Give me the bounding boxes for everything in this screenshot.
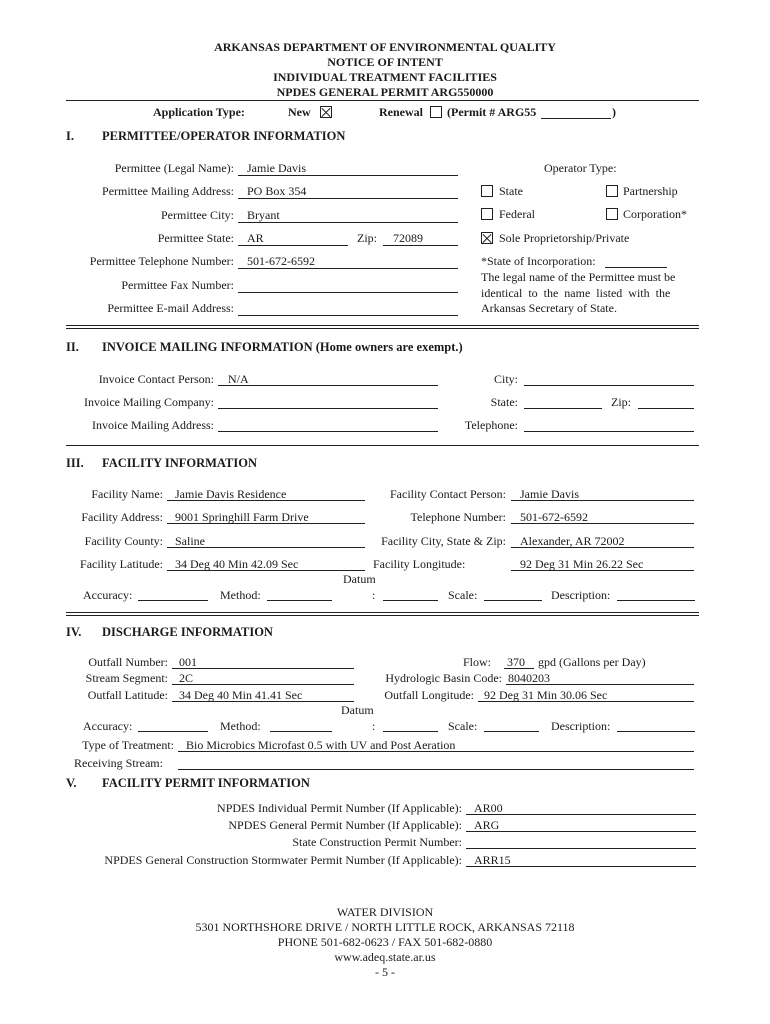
permittee-name-label: Permittee (Legal Name): [114,161,234,175]
outfall-longitude-value: 92 Deg 31 Min 30.06 Sec [484,688,608,702]
permittee-name-value: Jamie Davis [247,161,306,175]
section5-number: V. [66,776,77,790]
outfall-method-field[interactable] [270,731,332,732]
permit-suffix: ) [612,105,616,119]
permittee-phone-label: Permittee Telephone Number: [89,254,234,268]
facility-phone-value: 501-672-6592 [520,510,588,524]
receiving-stream-label: Receiving Stream: [74,756,163,770]
invoice-contact-value: N/A [228,372,249,386]
facility-longitude-label: Facility Longitude: [373,557,466,571]
invoice-contact-field[interactable] [218,385,438,386]
permittee-state-value: AR [247,231,264,245]
invoice-state-label: State: [490,395,518,409]
divider [66,615,699,616]
section1-title: PERMITTEE/OPERATOR INFORMATION [102,129,346,143]
divider [66,100,699,101]
operator-partnership-label: Partnership [623,184,678,198]
outfall-datum-label: Datum [341,703,374,717]
individual-permit-label: NPDES Individual Permit Number (If Applicable): [217,801,462,815]
operator-federal-checkbox[interactable] [481,208,493,220]
outfall-datum-colon: : [372,719,376,733]
stormwater-permit-label: NPDES General Construction Stormwater Permit Number (If Applicable): [104,853,462,867]
outfall-latitude-value: 34 Deg 40 Min 41.41 Sec [179,688,303,702]
receiving-stream-field[interactable] [178,769,694,770]
header-agency: ARKANSAS DEPARTMENT OF ENVIRONMENTAL QUALITY [214,40,556,54]
invoice-zip-field[interactable] [638,408,694,409]
permittee-mailing-value: PO Box 354 [247,184,307,198]
outfall-accuracy-field[interactable] [138,731,208,732]
invoice-phone-label: Telephone: [464,418,518,432]
facility-contact-value: Jamie Davis [520,487,579,501]
facility-address-value: 9001 Springhill Farm Drive [175,510,309,524]
divider [66,328,699,329]
outfall-method-label: Method: [220,719,261,733]
facility-method-field[interactable] [267,600,332,601]
header-facilities: INDIVIDUAL TREATMENT FACILITIES [273,70,497,84]
outfall-description-label: Description: [551,719,611,733]
permittee-fax-label: Permittee Fax Number: [121,278,234,292]
stream-segment-field[interactable] [172,684,354,685]
new-checkbox[interactable] [320,106,332,118]
application-type-label: Application Type: [153,105,245,119]
permit-number-field[interactable] [541,118,611,119]
facility-name-value: Jamie Davis Residence [175,487,287,501]
operator-state-checkbox[interactable] [481,185,493,197]
incorporation-state-label: *State of Incorporation: [481,254,596,268]
section5-title: FACILITY PERMIT INFORMATION [102,776,310,790]
header-notice: NOTICE OF INTENT [327,55,443,69]
outfall-number-field[interactable] [172,668,354,669]
footer-phone: PHONE 501-682-0623 / FAX 501-682-0880 [277,935,493,949]
hydrologic-basin-value: 8040203 [508,671,550,685]
invoice-contact-label: Invoice Contact Person: [98,372,214,386]
invoice-company-field[interactable] [218,408,438,409]
facility-scale-label: Scale: [448,588,478,602]
construction-permit-label: State Construction Permit Number: [292,835,462,849]
operator-state-label: State [499,184,523,198]
outfall-number-label: Outfall Number: [88,655,168,669]
facility-description-field[interactable] [617,600,695,601]
outfall-latitude-label: Outfall Latitude: [87,688,168,702]
footer-address: 5301 NORTHSHORE DRIVE / NORTH LITTLE ROCK, ARKANSAS 72118 [195,920,575,934]
section3-title: FACILITY INFORMATION [102,456,257,470]
legal-name-note-line1: The legal name of the Permittee must be [481,270,676,284]
invoice-city-label: City: [493,372,518,386]
general-permit-value: ARG [474,818,500,832]
invoice-company-label: Invoice Mailing Company: [84,395,214,409]
facility-datum-field[interactable] [383,600,438,601]
invoice-phone-field[interactable] [524,431,694,432]
permittee-email-field[interactable] [238,315,458,316]
facility-name-label: Facility Name: [91,487,163,501]
operator-federal-label: Federal [499,207,535,221]
footer-web: www.adeq.state.ar.us [334,950,436,964]
permit-prefix: (Permit # ARG55 [447,105,537,119]
facility-contact-label: Facility Contact Person: [390,487,506,501]
outfall-scale-field[interactable] [484,731,539,732]
section2-title: INVOICE MAILING INFORMATION (Home owners are exempt.) [102,340,463,354]
facility-county-value: Saline [175,534,205,548]
invoice-zip-label: Zip: [611,395,631,409]
facility-method-label: Method: [220,588,261,602]
outfall-description-field[interactable] [617,731,695,732]
stream-segment-value: 2C [179,671,194,685]
facility-latitude-value: 34 Deg 40 Min 42.09 Sec [175,557,299,571]
permittee-fax-field[interactable] [238,292,458,293]
permittee-email-label: Permittee E-mail Address: [107,301,234,315]
facility-description-label: Description: [551,588,611,602]
permittee-phone-value: 501-672-6592 [247,254,315,268]
treatment-type-value: Bio Microbics Microfast 0.5 with UV and Post Aeration [186,738,456,752]
facility-datum-colon: : [372,588,376,602]
facility-accuracy-field[interactable] [138,600,208,601]
permittee-zip-value: 72089 [393,231,423,245]
facility-longitude-value: 92 Deg 31 Min 26.22 Sec [520,557,644,571]
flow-label: Flow: [463,655,492,669]
divider [66,612,699,613]
invoice-address-label: Invoice Mailing Address: [92,418,214,432]
facility-phone-label: Telephone Number: [410,510,506,524]
facility-latitude-label: Facility Latitude: [80,557,163,571]
outfall-datum-field[interactable] [383,731,438,732]
construction-permit-field[interactable] [466,848,696,849]
new-label: New [288,105,311,119]
permittee-mailing-label: Permittee Mailing Address: [102,184,234,198]
operator-sole-checkbox[interactable] [481,232,493,244]
section3-number: III. [66,456,84,470]
facility-datum-label: Datum [343,572,376,586]
permittee-city-label: Permittee City: [161,208,234,222]
section1-number: I. [66,129,74,143]
operator-corporation-label: Corporation* [623,207,687,221]
facility-county-label: Facility County: [84,534,163,548]
invoice-state-field[interactable] [524,408,602,409]
permittee-zip-label: Zip: [357,231,377,245]
hydrologic-basin-label: Hydrologic Basin Code: [385,671,502,685]
outfall-scale-label: Scale: [448,719,478,733]
divider [66,445,699,446]
outfall-longitude-label: Outfall Longitude: [384,688,474,702]
general-permit-field[interactable] [466,831,696,832]
permittee-state-label: Permittee State: [157,231,234,245]
footer-division: WATER DIVISION [336,905,434,919]
divider [66,325,699,326]
section2-number: II. [66,340,79,354]
footer-page: - 5 - [375,965,395,979]
stream-segment-label: Stream Segment: [85,671,168,685]
legal-name-note-line2: identical to the name listed with the [481,286,671,300]
renewal-label: Renewal [379,105,423,119]
facility-csz-label: Facility City, State & Zip: [381,534,506,548]
treatment-type-label: Type of Treatment: [82,738,174,752]
incorporation-state-field[interactable] [605,267,667,268]
legal-name-note-line3: Arkansas Secretary of State. [481,301,617,315]
operator-corporation-checkbox[interactable] [606,208,618,220]
facility-scale-field[interactable] [484,600,542,601]
facility-address-label: Facility Address: [81,510,163,524]
flow-unit: gpd (Gallons per Day) [538,655,646,669]
invoice-address-field[interactable] [218,431,438,432]
stormwater-permit-value: ARR15 [474,853,511,867]
permittee-city-value: Bryant [247,208,280,222]
invoice-city-field[interactable] [524,385,694,386]
general-permit-label: NPDES General Permit Number (If Applicable): [228,818,462,832]
outfall-number-value: 001 [179,655,197,669]
header-permit: NPDES GENERAL PERMIT ARG550000 [276,85,494,99]
section4-title: DISCHARGE INFORMATION [102,625,273,639]
facility-accuracy-label: Accuracy: [83,588,133,602]
operator-type-label: Operator Type: [544,161,617,175]
operator-sole-label: Sole Proprietorship/Private [499,231,630,245]
renewal-checkbox[interactable] [430,106,442,118]
operator-partnership-checkbox[interactable] [606,185,618,197]
individual-permit-value: AR00 [474,801,503,815]
section4-number: IV. [66,625,82,639]
outfall-accuracy-label: Accuracy: [83,719,133,733]
facility-csz-value: Alexander, AR 72002 [520,534,625,548]
flow-value: 370 [507,655,525,669]
